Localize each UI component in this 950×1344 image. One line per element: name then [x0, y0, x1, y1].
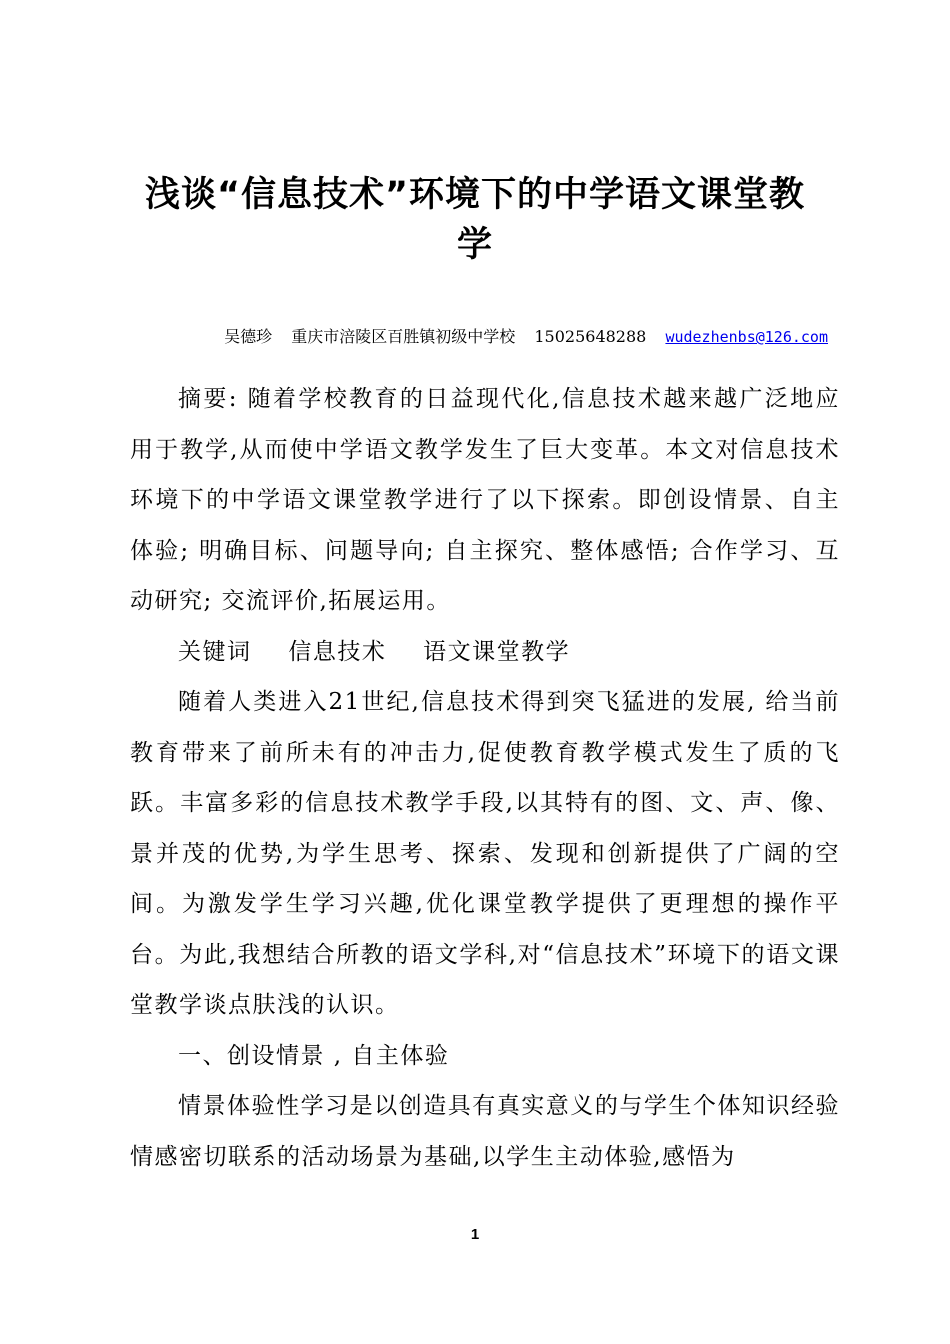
author-school: 重庆市涪陵区百胜镇初级中学校: [291, 327, 516, 346]
section-paragraph: 情景体验性学习是以创造具有真实意义的与学生个体知识经验情感密切联系的活动场景为基础,以学生主动体验,感悟为: [130, 1093, 840, 1170]
document-body: [130, 374, 840, 1182]
section-heading: 一、创设情景 , 自主体验: [178, 1042, 450, 1069]
abstract-paragraph: 摘要: 随着学校教育的日益现代化,信息技术越来越广泛地应用于教学,从而使中学语文教学发生了巨大变革。本文对信息技术环境下的中学语文课堂教学进行了以下探索。即创设情景、自主体验; 明确目标、问题导向; 自主探究、整体感悟; 合作学习、互动研究; 交流评价,拓展运用。: [130, 386, 840, 614]
intro-paragraph: 随着人类进入21世纪,信息技术得到突飞猛进的发展, 给当前教育带来了前所未有的冲击力,促使教育教学模式发生了质的飞跃。丰富多彩的信息技术教学手段,以其特有的图、文、声、像、景并茂的优势,为学生思考、探索、发现和创新提供了广阔的空间。为激发学生学习兴趣,优化课堂教学提供了更理想的操作平台。为此,我想结合所教的语文学科,对“信息技术”环境下的语文课堂教学谈点肤浅的认识。: [130, 689, 840, 1018]
author-phone: 15025648288: [534, 327, 647, 346]
page-number: 1: [470, 1226, 480, 1243]
keywords-label: 关键词: [178, 638, 252, 665]
keywords-paragraph: [130, 627, 840, 678]
document-title: [120, 170, 830, 270]
author-info: [120, 326, 828, 348]
title-line-2: 学: [456, 225, 493, 265]
title-line-1: 浅谈“信息技术”环境下的中学语文课堂教: [144, 175, 805, 215]
author-email-link[interactable]: wudezhenbs@126.com: [665, 328, 828, 346]
keyword-item: 信息技术: [288, 638, 387, 665]
keyword-item: 语文课堂教学: [423, 638, 571, 665]
author-name: 吴德珍: [224, 327, 273, 346]
